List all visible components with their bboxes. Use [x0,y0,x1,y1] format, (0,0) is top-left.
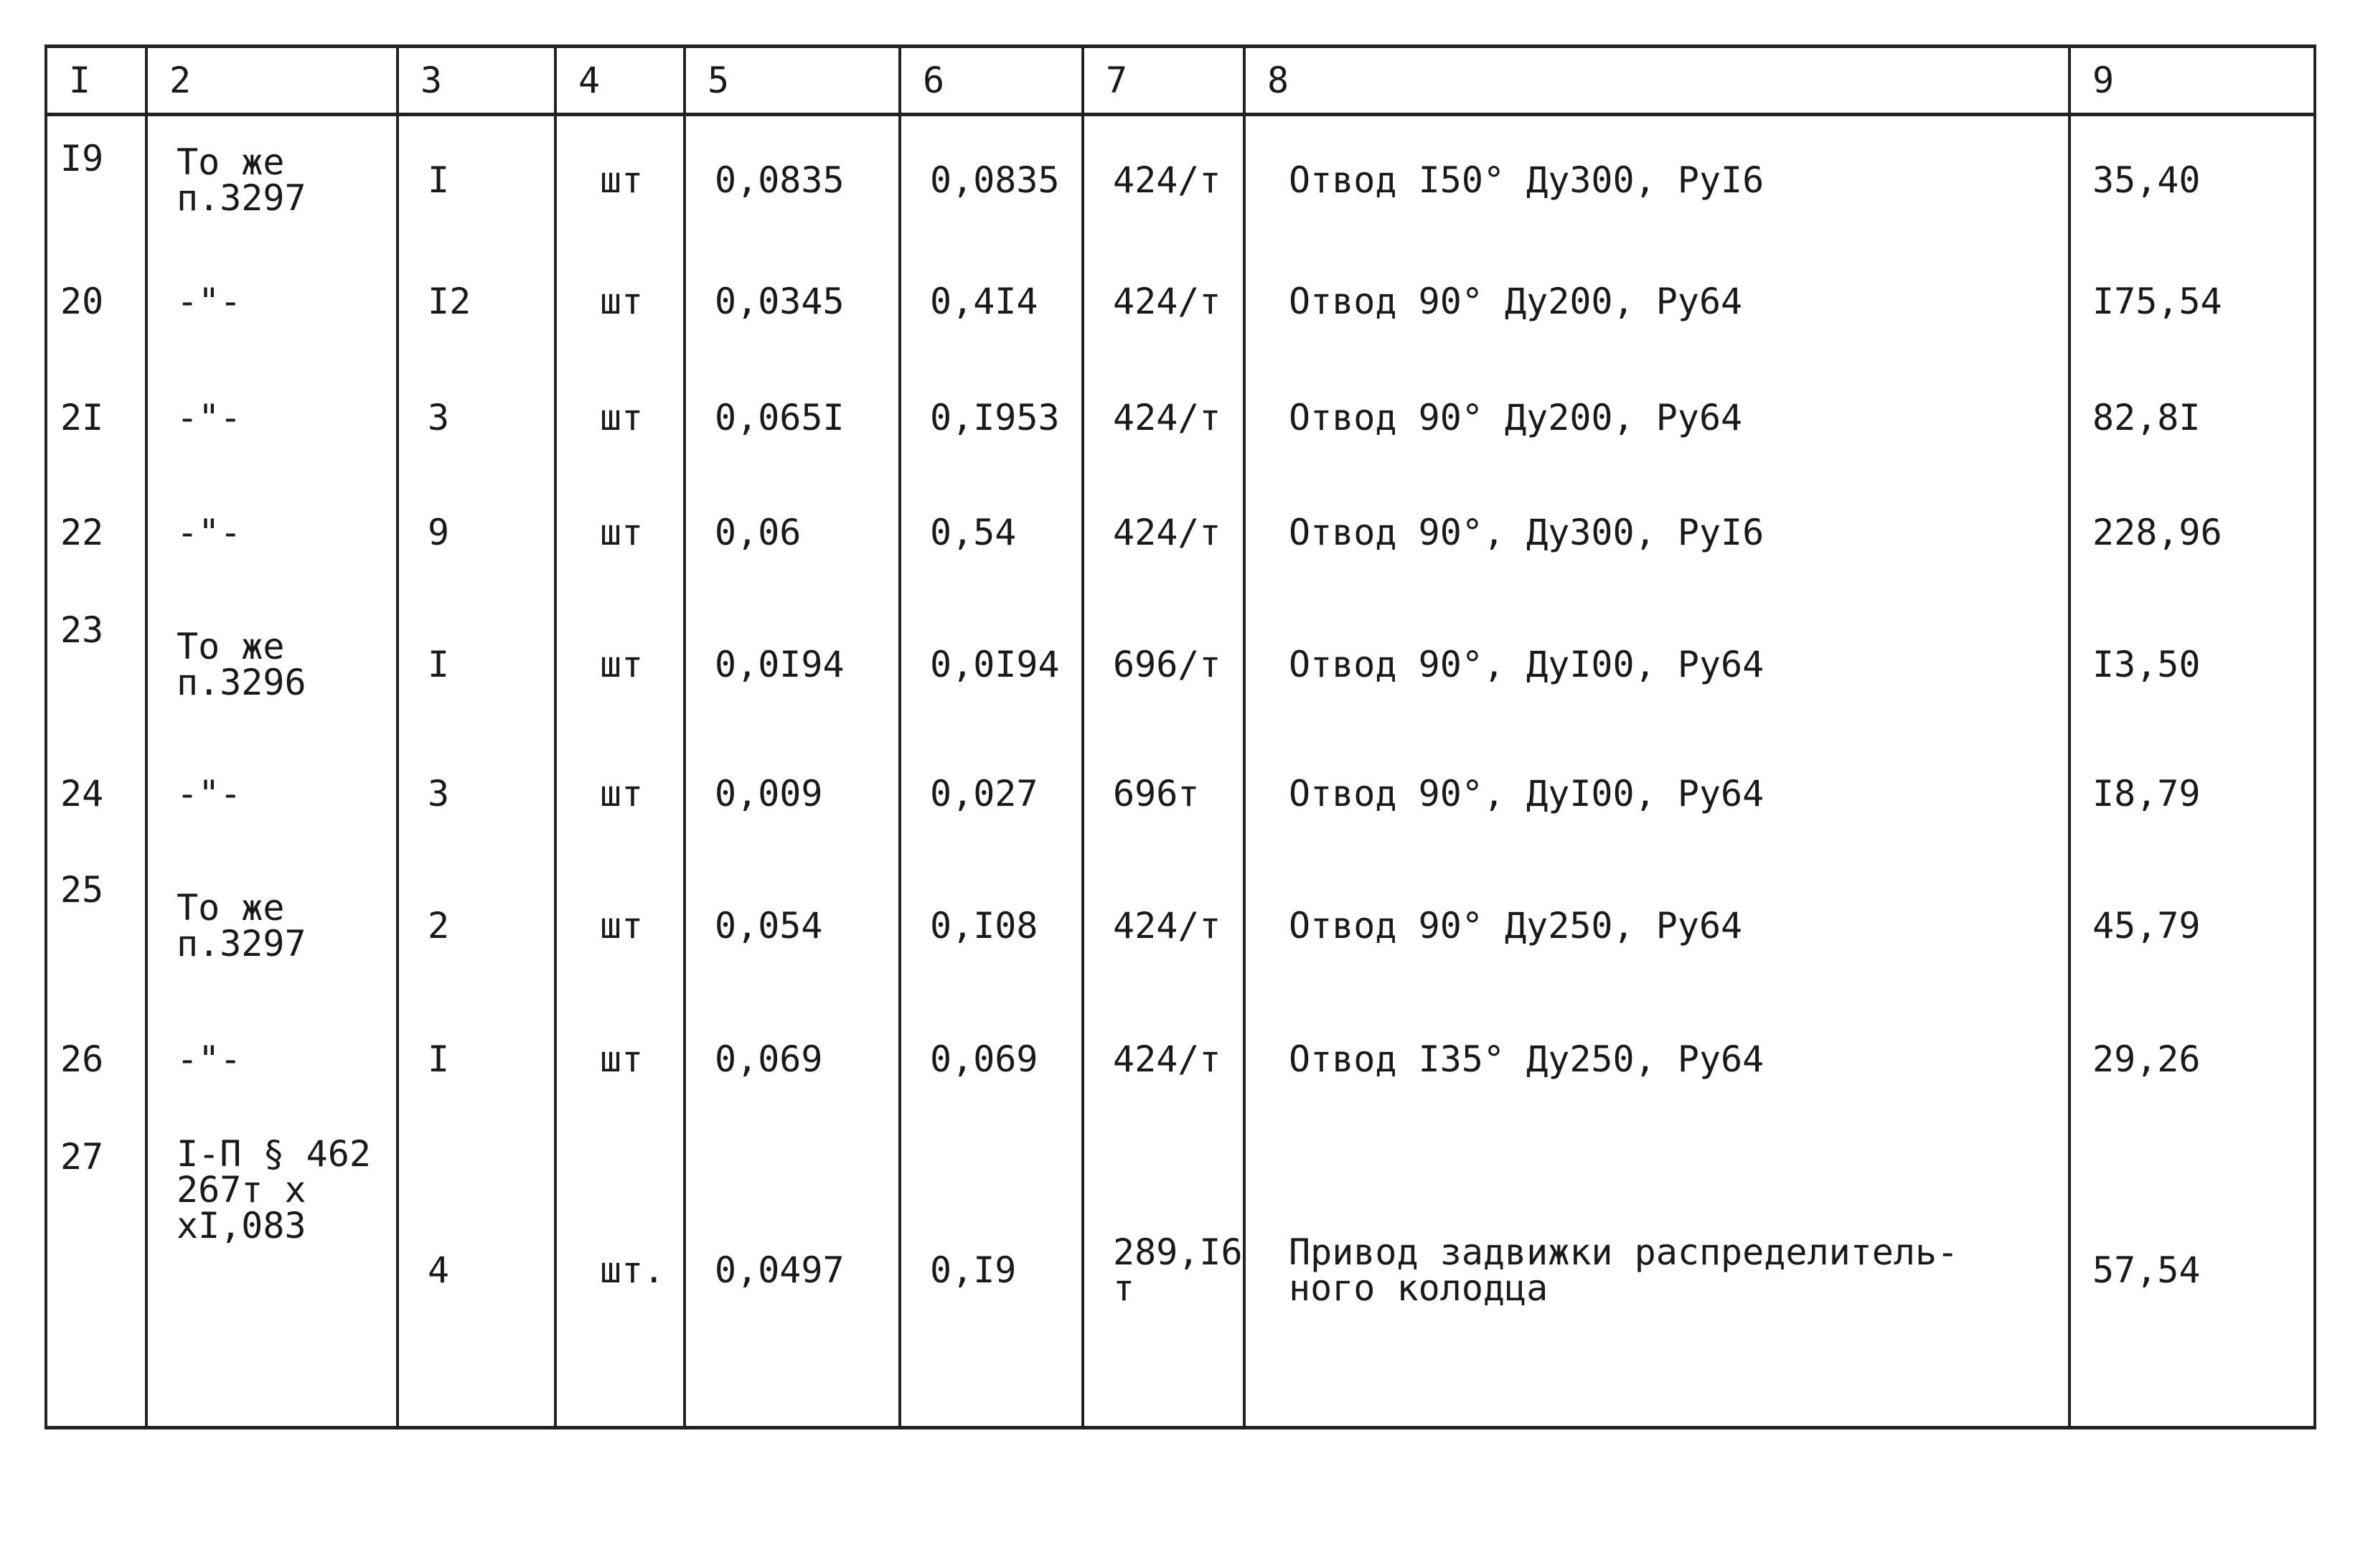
cell-row-number: 23 [46,588,146,741]
cell-item-name: Отвод 90°, Ду300, РуI6 [1244,477,2069,588]
cell-row-number: I9 [46,115,146,245]
column-header-5: 5 [685,47,900,115]
cell-unit-weight: 0,065I [685,359,900,477]
cell-unit-weight: 0,009 [685,741,900,848]
column-header-3: 3 [398,47,555,115]
cell-quantity: I2 [398,244,555,359]
cell-unit: шт [555,741,685,848]
cell-item-name: Отвод 90°, ДуI00, Ру64 [1244,588,2069,741]
cell-unit-weight: 0,0835 [685,115,900,245]
cell-reference: То же п.3296 [146,588,398,741]
column-header-2: 2 [146,47,398,115]
column-header-1: I [46,47,146,115]
column-header-9: 9 [2069,47,2315,115]
cell-amount: 228,96 [2069,477,2315,588]
cell-unit: шт. [555,1114,685,1427]
cell-total-weight: 0,0I94 [900,588,1083,741]
cell-unit-weight: 0,0I94 [685,588,900,741]
cell-price: 424/т [1083,115,1244,245]
column-header-8: 8 [1244,47,2069,115]
cell-unit-weight: 0,0497 [685,1114,900,1427]
cell-unit: шт [555,848,685,1004]
cell-unit-weight: 0,0345 [685,244,900,359]
cell-total-weight: 0,027 [900,741,1083,848]
cell-total-weight: 0,I08 [900,848,1083,1004]
cell-unit: шт [555,477,685,588]
cell-row-number: 2I [46,359,146,477]
cell-quantity: I [398,115,555,245]
cell-unit-weight: 0,069 [685,1004,900,1114]
cell-total-weight: 0,I953 [900,359,1083,477]
cell-item-name: Привод задвижки распределитель- ного колодца [1244,1114,2069,1427]
cell-unit: шт [555,115,685,245]
cell-row-number: 26 [46,1004,146,1114]
header-row [46,47,2315,115]
cell-quantity: 9 [398,477,555,588]
cell-item-name: Отвод I35° Ду250, Ру64 [1244,1004,2069,1114]
cell-unit-weight: 0,06 [685,477,900,588]
cell-price: 424/т [1083,359,1244,477]
cell-total-weight: 0,4I4 [900,244,1083,359]
cell-reference: I-П § 462 267т х хI,083 [146,1114,398,1427]
cell-reference: -"- [146,741,398,848]
table-row [46,741,2315,848]
cell-quantity: I [398,588,555,741]
cell-quantity: 3 [398,359,555,477]
cell-item-name: Отвод 90° Ду200, Ру64 [1244,244,2069,359]
cell-reference: -"- [146,1004,398,1114]
cell-quantity: 3 [398,741,555,848]
cell-item-name: Отвод I50° Ду300, РуI6 [1244,115,2069,245]
cell-unit: шт [555,244,685,359]
cell-price: 289,I6 т [1083,1114,1244,1427]
cell-total-weight: 0,I9 [900,1114,1083,1427]
table-row [46,244,2315,359]
cell-reference: То же п.3297 [146,115,398,245]
cell-total-weight: 0,069 [900,1004,1083,1114]
cell-amount: 82,8I [2069,359,2315,477]
cell-reference: То же п.3297 [146,848,398,1004]
table-row [46,477,2315,588]
cell-reference: -"- [146,477,398,588]
cell-unit: шт [555,359,685,477]
table-row [46,1114,2315,1427]
cell-unit: шт [555,588,685,741]
cell-amount: I75,54 [2069,244,2315,359]
cell-item-name: Отвод 90° Ду200, Ру64 [1244,359,2069,477]
cell-amount: 29,26 [2069,1004,2315,1114]
column-header-6: 6 [900,47,1083,115]
cell-price: 424/т [1083,1004,1244,1114]
cell-row-number: 27 [46,1114,146,1427]
cell-quantity: 2 [398,848,555,1004]
cell-quantity: 4 [398,1114,555,1427]
cell-item-name: Отвод 90° Ду250, Ру64 [1244,848,2069,1004]
table-body [46,115,2315,1428]
cell-total-weight: 0,0835 [900,115,1083,245]
cell-unit: шт [555,1004,685,1114]
cell-amount: I3,50 [2069,588,2315,741]
cell-amount: 35,40 [2069,115,2315,245]
cell-amount: 57,54 [2069,1114,2315,1427]
cell-amount: 45,79 [2069,848,2315,1004]
cell-price: 424/т [1083,848,1244,1004]
cell-row-number: 20 [46,244,146,359]
cell-quantity: I [398,1004,555,1114]
cell-unit-weight: 0,054 [685,848,900,1004]
cell-price: 696/т [1083,588,1244,741]
table-row [46,359,2315,477]
table-row [46,1004,2315,1114]
cell-price: 696т [1083,741,1244,848]
table-row [46,848,2315,1004]
cell-row-number: 24 [46,741,146,848]
cell-price: 424/т [1083,477,1244,588]
specification-table [44,44,2316,1429]
cell-amount: I8,79 [2069,741,2315,848]
cell-reference: -"- [146,244,398,359]
cell-price: 424/т [1083,244,1244,359]
column-header-4: 4 [555,47,685,115]
cell-row-number: 25 [46,848,146,1004]
cell-reference: -"- [146,359,398,477]
table-row [46,115,2315,245]
cell-item-name: Отвод 90°, ДуI00, Ру64 [1244,741,2069,848]
cell-total-weight: 0,54 [900,477,1083,588]
table-row [46,588,2315,741]
column-header-7: 7 [1083,47,1244,115]
cell-row-number: 22 [46,477,146,588]
